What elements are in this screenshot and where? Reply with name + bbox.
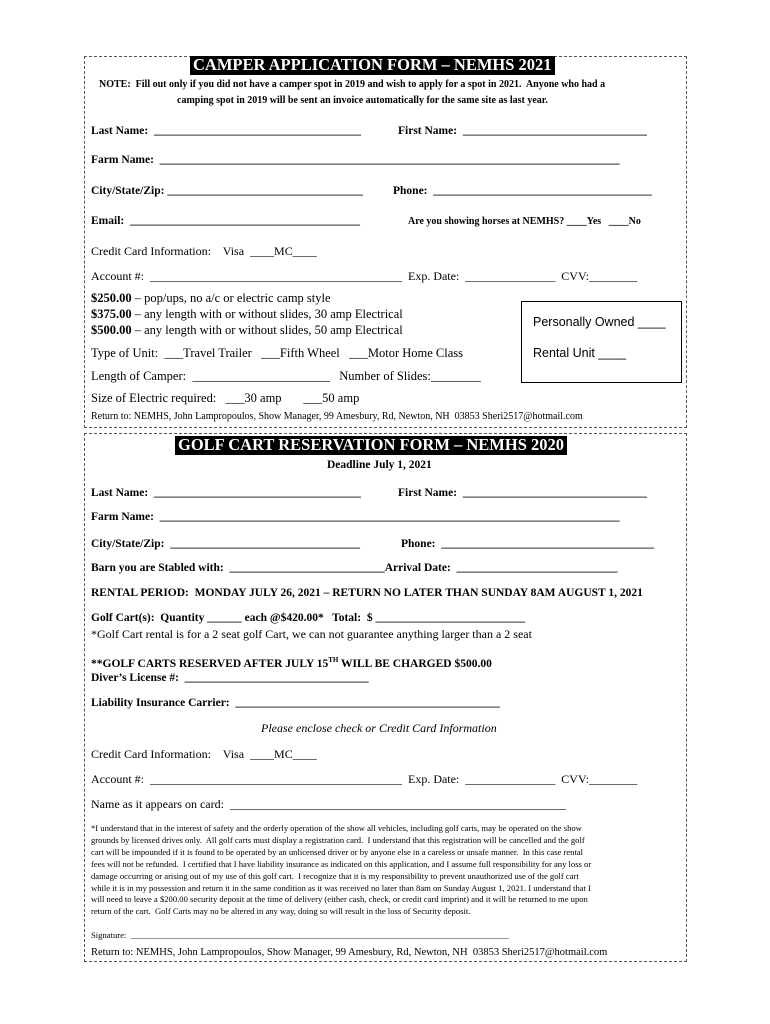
golf-enclose-note: Please enclose check or Credit Card Information	[261, 721, 497, 735]
camper-electric-field[interactable]: Size of Electric required: ___30 amp ___50 amp	[91, 391, 360, 405]
golf-last-name-field[interactable]: Last Name: ____________________________________	[91, 487, 361, 499]
camper-city-state-zip-field[interactable]: City/State/Zip: __________________________________	[91, 185, 363, 197]
golf-quantity-field[interactable]: Golf Cart(s): Quantity ______ each @$420.00* Total: $ __________________________	[91, 612, 525, 624]
camper-farm-name-field[interactable]: Farm Name: ________________________________________________________________________________	[91, 154, 620, 166]
personally-owned-field[interactable]: Personally Owned ____	[533, 315, 666, 329]
golf-insurance-field[interactable]: Liability Insurance Carrier: ______________________________________________	[91, 697, 500, 709]
golf-deadline: Deadline July 1, 2021	[327, 459, 432, 471]
golf-name-on-card-field[interactable]: Name as it appears on card: ________________________________________________________	[91, 797, 566, 811]
golf-phone-field[interactable]: Phone: _____________________________________	[401, 538, 654, 550]
late-charge-superscript: TH	[328, 656, 339, 664]
camper-return-address: Return to: NEMHS, John Lampropoulos, Show Manager, 99 Amesbury, Rd, Newton, NH 03853 Sheri2517@hotmail.com	[91, 411, 583, 422]
golf-rental-period: RENTAL PERIOD: MONDAY JULY 26, 2021 – RETURN NO LATER THAN SUNDAY 8AM AUGUST 1, 2021	[91, 587, 643, 599]
golf-fine-print	[91, 823, 591, 918]
camper-credit-card-field[interactable]: Credit Card Information: Visa ____MC____	[91, 244, 317, 258]
fine-print-line: will need to leave a $200.00 security deposit at the time of delivery (either cash, check, or credit card imprint) and it will be returned to me upon	[91, 894, 588, 905]
camper-email-field[interactable]: Email: ________________________________________	[91, 215, 360, 227]
ownership-box	[521, 301, 682, 383]
price-amount: $375.00	[91, 307, 132, 321]
golf-quantity-note: *Golf Cart rental is for a 2 seat golf Cart, we can not guarantee anything larger than a 2 seat	[91, 627, 532, 641]
late-charge-text-a: **GOLF CARTS RESERVED AFTER JULY 15	[91, 657, 329, 670]
camper-account-field[interactable]: Account #: __________________________________________ Exp. Date: _______________ CVV:________	[91, 269, 638, 283]
golf-signature-field[interactable]: Signature: ________________________________________________________________________________________	[91, 930, 509, 940]
late-charge-text-b: WILL BE CHARGED $500.00	[338, 657, 492, 670]
price-description: – pop/ups, no a/c or electric camp style	[131, 291, 331, 305]
golf-license-field[interactable]: Diver’s License #: ________________________________	[91, 672, 369, 684]
camper-form-title: CAMPER APPLICATION FORM – NEMHS 2021	[190, 56, 555, 75]
fine-print-line: grounds by licensed drives only. All golf carts must display a registration card. I understand that this registration will be cancelled and the golf	[91, 834, 585, 845]
golf-farm-name-field[interactable]: Farm Name: ________________________________________________________________________________	[91, 511, 620, 523]
golf-first-name-field[interactable]: First Name: ________________________________	[398, 487, 647, 499]
camper-first-name-field[interactable]: First Name: ________________________________	[398, 125, 647, 137]
golf-account-field[interactable]: Account #: __________________________________________ Exp. Date: _______________ CVV:________	[91, 772, 638, 786]
camper-last-name-field[interactable]: Last Name: ____________________________________	[91, 125, 361, 137]
camper-note-line-2: camping spot in 2019 will be sent an invoice automatically for the same site as last year.	[177, 95, 548, 106]
fine-print-line: while it is in my possession and return it in the same condition as it was received no later than 8am on Sunday August 1, 2021. I understand that I	[91, 882, 592, 893]
price-amount: $500.00	[91, 323, 132, 337]
fine-print-line: damage occurring or arising out of my use of this golf cart. I recognize that it is my responsibility to prevent unauthorized use of the golf cart	[91, 870, 579, 881]
price-amount: $250.00	[91, 291, 132, 305]
camper-length-field[interactable]: Length of Camper: ______________________ Number of Slides:________	[91, 369, 481, 383]
camper-price-30amp	[91, 308, 403, 321]
camper-note-line-1: NOTE: Fill out only if you did not have a camper spot in 2019 and wish to apply for a spot in 2021. Anyone who had a	[99, 79, 606, 90]
fine-print-line: cart will be impounded if it is found to be operated by an unlicensed driver or by anyone else in a careless or unsafe manner. In this case rental	[91, 846, 584, 857]
fine-print-line: *I understand that in the interest of safety and the orderly operation of the show all vehicles, including golf carts, may be operated on the show	[91, 823, 582, 833]
fine-print-line: return of the cart. Golf Carts may no be altered in any way, doing so will result in the loss of Security deposit.	[91, 906, 471, 917]
camper-unit-type-field[interactable]: Type of Unit: ___Travel Trailer ___Fifth Wheel ___Motor Home Class	[91, 346, 464, 360]
fine-print-line: fees will not be refunded. I certified that I have liability insurance as indicated on this application, and I assume full responsibility for any loss or	[91, 858, 592, 869]
golf-city-state-zip-field[interactable]: City/State/Zip: _________________________________	[91, 538, 360, 550]
camper-price-popup	[91, 292, 331, 305]
camper-showing-horses-field[interactable]: Are you showing horses at NEMHS? ____Yes ____No	[408, 216, 641, 227]
rental-unit-field[interactable]: Rental Unit ____	[533, 346, 627, 360]
golf-return-address: Return to: NEMHS, John Lampropoulos, Show Manager, 99 Amesbury, Rd, Newton, NH 03853 Sheri2517@hotmail.com	[91, 947, 608, 958]
golf-credit-card-field[interactable]: Credit Card Information: Visa ____MC____	[91, 747, 317, 761]
camper-phone-field[interactable]: Phone: ______________________________________	[393, 185, 652, 197]
golf-barn-field[interactable]: Barn you are Stabled with: ___________________________Arrival Date: ____________________________	[91, 562, 618, 574]
price-description: – any length with or without slides, 50 amp Electrical	[131, 323, 403, 337]
golf-late-charge	[91, 657, 492, 670]
camper-price-50amp	[91, 324, 403, 337]
golf-form-title: GOLF CART RESERVATION FORM – NEMHS 2020	[175, 436, 567, 455]
price-description: – any length with or without slides, 30 amp Electrical	[131, 307, 403, 321]
